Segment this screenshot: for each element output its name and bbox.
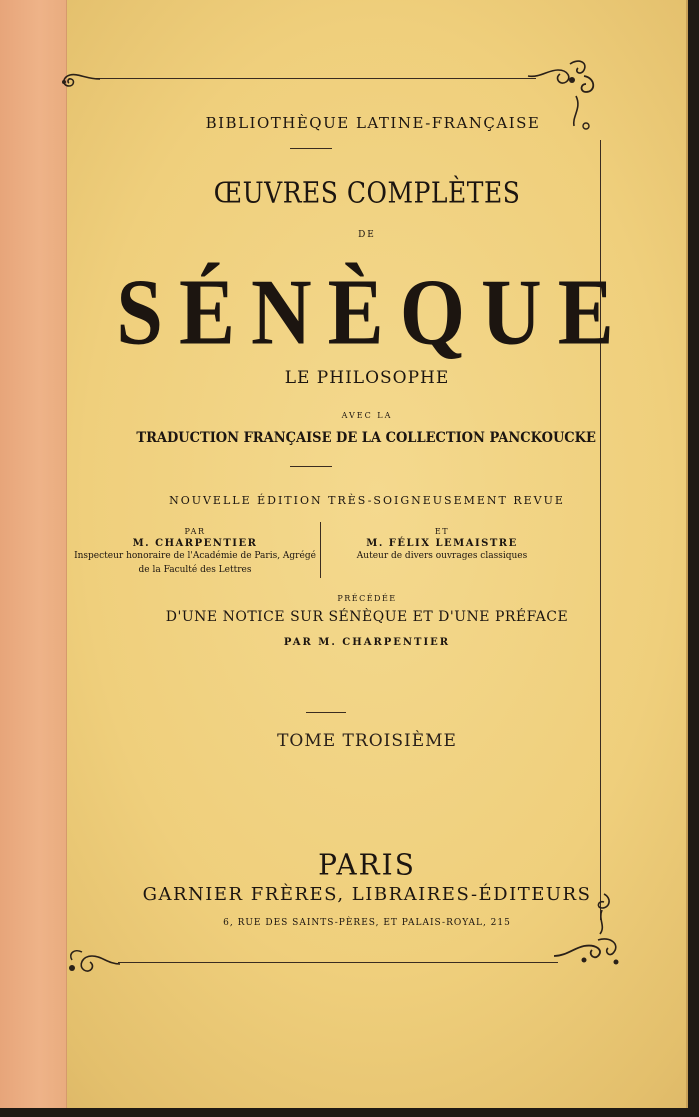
- divider-rule: [306, 712, 346, 713]
- bottom-frame-rule: [118, 962, 558, 963]
- editor-left-desc-2: de la Faculté des Lettres: [138, 565, 252, 575]
- editor-left-prefix: PAR: [184, 527, 206, 536]
- editor-right-name: M. FÉLIX LEMAISTRE: [366, 538, 518, 549]
- editor-divider: [320, 522, 321, 578]
- publisher-address: 6, RUE DES SAINTS-PÈRES, ET PALAIS-ROYAL, 215: [223, 918, 511, 928]
- divider-rule: [290, 466, 332, 467]
- series-title: BIBLIOTHÈQUE LATINE-FRANÇAISE: [205, 114, 541, 132]
- flourish-top-left-icon: [56, 70, 102, 92]
- notice-author: PAR M. CHARPENTIER: [283, 637, 451, 648]
- editor-right-prefix: ET: [434, 527, 450, 536]
- collection-title: ŒUVRES COMPLÈTES: [213, 175, 521, 210]
- top-frame-rule: [96, 78, 536, 79]
- editor-left-name: M. CHARPENTIER: [132, 538, 258, 549]
- editor-left: [70, 527, 320, 577]
- author-epithet: LE PHILOSOPHE: [284, 368, 450, 388]
- translation-line: TRADUCTION FRANÇAISE DE LA COLLECTION PANCKOUCKE: [136, 430, 596, 446]
- divider-rule: [290, 148, 332, 149]
- editor-left-desc-1: Inspecteur honoraire de l'Académie de Paris, Agrégé: [74, 551, 316, 561]
- flourish-bottom-left-icon: [64, 946, 122, 976]
- preposition-de: DE: [358, 230, 376, 240]
- volume-label: TOME TROISIÈME: [277, 731, 457, 751]
- right-frame-rule: [600, 140, 601, 920]
- editor-right-desc: Auteur de divers ouvrages classiques: [356, 551, 528, 561]
- avec-la: AVEC LA: [341, 411, 393, 420]
- precedee-label: PRÉCÉDÉE: [337, 594, 397, 603]
- editor-right: [336, 527, 548, 563]
- edition-line: NOUVELLE ÉDITION TRÈS-SOIGNEUSEMENT REVUE: [169, 494, 565, 507]
- publisher-name: GARNIER FRÈRES, LIBRAIRES-ÉDITEURS: [142, 884, 592, 905]
- notice-line: D'UNE NOTICE SUR SÉNÈQUE ET D'UNE PRÉFACE: [165, 609, 569, 625]
- author-name: SÉNÈQUE: [116, 260, 630, 365]
- city-name: PARIS: [318, 847, 416, 882]
- spine-strip: [0, 0, 67, 1108]
